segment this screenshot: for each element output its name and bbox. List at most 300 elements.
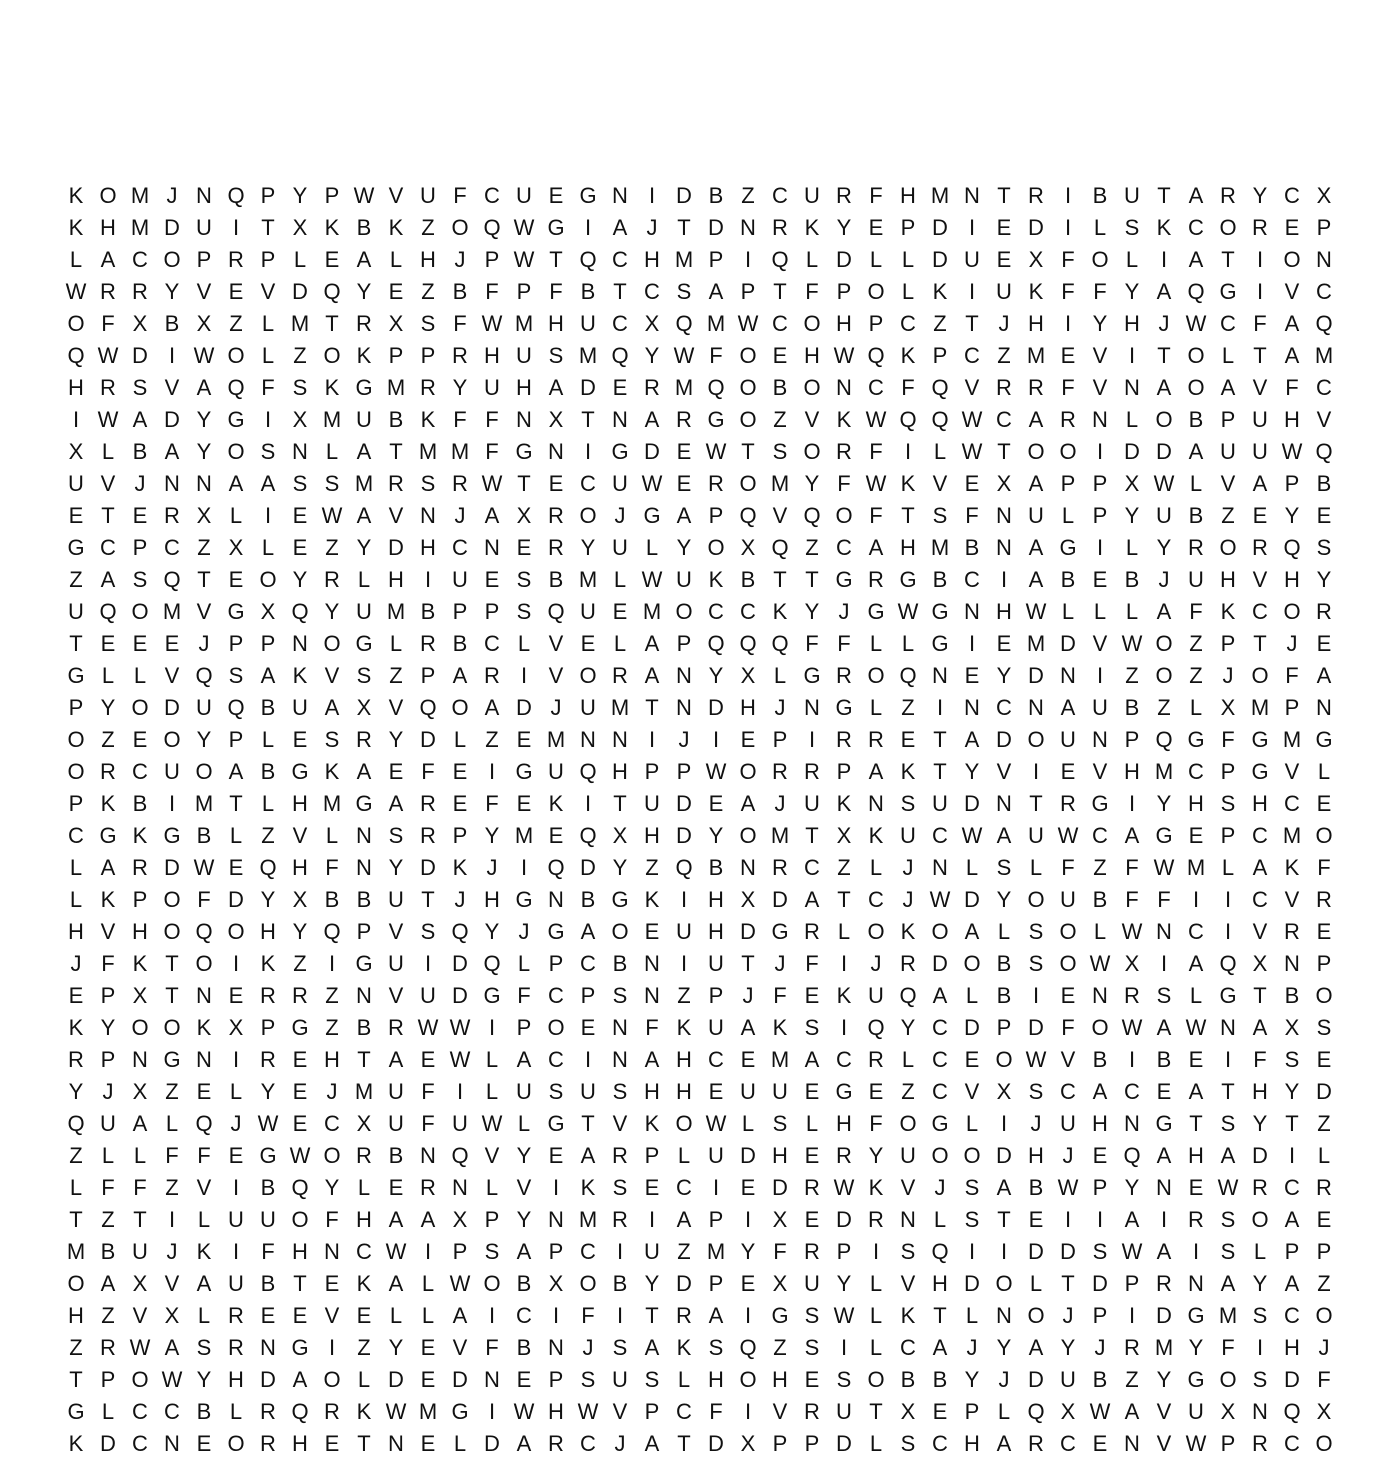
grid-letter[interactable]: G (611, 887, 629, 912)
grid-letter[interactable]: A (324, 695, 340, 720)
grid-letter[interactable]: I (1096, 535, 1104, 560)
grid-letter[interactable]: J (1030, 1111, 1042, 1136)
grid-letter[interactable]: Q (1315, 439, 1333, 464)
grid-letter[interactable]: A (996, 823, 1012, 848)
grid-letter[interactable]: T (1221, 1079, 1235, 1104)
grid-letter[interactable]: O (131, 1015, 149, 1040)
grid-letter[interactable]: R (676, 407, 692, 432)
grid-letter[interactable]: X (772, 1207, 788, 1232)
grid-letter[interactable]: U (804, 791, 820, 816)
grid-letter[interactable]: E (1316, 503, 1332, 528)
grid-letter[interactable]: B (1060, 567, 1076, 592)
grid-letter[interactable]: C (1252, 887, 1268, 912)
grid-letter[interactable]: L (389, 247, 403, 272)
grid-letter[interactable]: C (1220, 311, 1236, 336)
grid-letter[interactable]: O (963, 951, 981, 976)
grid-letter[interactable]: R (1124, 1335, 1140, 1360)
grid-letter[interactable]: S (1316, 535, 1332, 560)
grid-letter[interactable]: O (931, 919, 949, 944)
grid-letter[interactable]: E (388, 279, 404, 304)
grid-letter[interactable]: V (1220, 471, 1236, 496)
grid-letter[interactable]: E (292, 1047, 308, 1072)
grid-letter[interactable]: A (644, 631, 660, 656)
grid-letter[interactable]: A (996, 1431, 1012, 1456)
grid-letter[interactable]: B (1092, 1047, 1108, 1072)
grid-letter[interactable]: J (134, 471, 146, 496)
grid-letter[interactable]: X (292, 215, 308, 240)
grid-letter[interactable]: H (708, 919, 724, 944)
grid-letter[interactable]: N (1124, 375, 1140, 400)
grid-letter[interactable]: K (676, 1335, 692, 1360)
grid-letter[interactable]: D (1028, 1367, 1044, 1392)
grid-letter[interactable]: P (1220, 823, 1236, 848)
grid-letter[interactable]: L (453, 727, 467, 752)
grid-letter[interactable]: G (355, 375, 373, 400)
grid-letter[interactable]: A (1188, 439, 1204, 464)
grid-letter[interactable]: N (900, 1207, 916, 1232)
grid-letter[interactable]: H (772, 1367, 788, 1392)
grid-letter[interactable]: Q (1315, 311, 1333, 336)
grid-letter[interactable]: N (676, 663, 692, 688)
grid-letter[interactable]: E (292, 1111, 308, 1136)
grid-letter[interactable]: V (452, 1335, 468, 1360)
grid-letter[interactable]: W (865, 407, 887, 432)
grid-letter[interactable]: D (100, 1431, 116, 1456)
grid-letter[interactable]: B (452, 279, 468, 304)
grid-letter[interactable]: R (100, 1335, 116, 1360)
grid-letter[interactable]: G (1315, 727, 1333, 752)
grid-letter[interactable]: A (1156, 1239, 1172, 1264)
grid-letter[interactable]: R (804, 1399, 820, 1424)
grid-letter[interactable]: M (578, 567, 598, 592)
grid-letter[interactable]: O (1283, 599, 1301, 624)
grid-letter[interactable]: N (548, 439, 564, 464)
grid-letter[interactable]: L (1189, 471, 1203, 496)
grid-letter[interactable]: W (673, 343, 695, 368)
grid-letter[interactable]: F (709, 343, 723, 368)
grid-letter[interactable]: S (964, 1207, 980, 1232)
grid-letter[interactable]: F (1221, 1335, 1235, 1360)
grid-letter[interactable]: B (708, 855, 724, 880)
grid-letter[interactable]: I (744, 247, 752, 272)
grid-letter[interactable]: K (772, 1015, 788, 1040)
grid-letter[interactable]: N (548, 887, 564, 912)
grid-letter[interactable]: L (1317, 759, 1331, 784)
grid-letter[interactable]: U (836, 1399, 852, 1424)
grid-letter[interactable]: M (322, 791, 342, 816)
grid-letter[interactable]: S (772, 1111, 788, 1136)
grid-letter[interactable]: D (1028, 663, 1044, 688)
grid-letter[interactable]: D (740, 919, 756, 944)
grid-letter[interactable]: D (932, 951, 948, 976)
grid-letter[interactable]: I (1000, 567, 1008, 592)
grid-letter[interactable]: R (388, 1015, 404, 1040)
grid-letter[interactable]: N (612, 183, 628, 208)
grid-letter[interactable]: U (260, 1207, 276, 1232)
grid-letter[interactable]: D (676, 791, 692, 816)
grid-letter[interactable]: P (484, 1207, 500, 1232)
grid-letter[interactable]: Z (1189, 663, 1203, 688)
grid-letter[interactable]: M (386, 599, 406, 624)
grid-letter[interactable]: O (579, 663, 597, 688)
grid-letter[interactable]: U (1092, 695, 1108, 720)
grid-letter[interactable]: O (611, 919, 629, 944)
grid-letter[interactable]: I (72, 407, 80, 432)
grid-letter[interactable]: Z (1189, 631, 1203, 656)
grid-letter[interactable]: C (676, 1175, 692, 1200)
grid-letter[interactable]: W (417, 1015, 439, 1040)
grid-letter[interactable]: X (1028, 247, 1044, 272)
grid-letter[interactable]: M (514, 311, 534, 336)
grid-letter[interactable]: C (772, 311, 788, 336)
grid-letter[interactable]: Q (227, 183, 245, 208)
grid-letter[interactable]: K (900, 759, 916, 784)
grid-letter[interactable]: N (196, 983, 212, 1008)
grid-letter[interactable]: O (739, 823, 757, 848)
grid-letter[interactable]: B (1316, 471, 1332, 496)
grid-letter[interactable]: I (936, 695, 944, 720)
grid-letter[interactable]: S (836, 1367, 852, 1392)
grid-letter[interactable]: J (454, 887, 466, 912)
grid-letter[interactable]: G (835, 695, 853, 720)
grid-letter[interactable]: P (932, 343, 948, 368)
grid-letter[interactable]: V (324, 1303, 340, 1328)
grid-letter[interactable]: R (644, 375, 660, 400)
grid-letter[interactable]: C (1092, 823, 1108, 848)
grid-letter[interactable]: A (100, 247, 116, 272)
grid-letter[interactable]: K (900, 343, 916, 368)
grid-letter[interactable]: A (644, 1431, 660, 1456)
grid-letter[interactable]: P (132, 887, 148, 912)
grid-letter[interactable]: W (641, 471, 663, 496)
grid-letter[interactable]: O (995, 1047, 1013, 1072)
grid-letter[interactable]: X (996, 1079, 1012, 1104)
grid-letter[interactable]: S (260, 439, 276, 464)
grid-letter[interactable]: O (1027, 727, 1045, 752)
grid-letter[interactable]: Q (931, 407, 949, 432)
grid-letter[interactable]: Y (1124, 503, 1140, 528)
grid-letter[interactable]: F (261, 1239, 275, 1264)
grid-letter[interactable]: F (485, 791, 499, 816)
grid-letter[interactable]: X (740, 887, 756, 912)
grid-letter[interactable]: L (133, 1143, 147, 1168)
grid-letter[interactable]: X (228, 535, 244, 560)
grid-letter[interactable]: Z (1125, 663, 1139, 688)
grid-letter[interactable]: R (868, 1047, 884, 1072)
grid-letter[interactable]: Y (292, 183, 308, 208)
grid-letter[interactable]: I (1096, 439, 1104, 464)
grid-letter[interactable]: K (772, 599, 788, 624)
grid-letter[interactable]: D (1028, 215, 1044, 240)
grid-letter[interactable]: B (996, 983, 1012, 1008)
grid-letter[interactable]: L (1029, 855, 1043, 880)
grid-letter[interactable]: L (485, 1047, 499, 1072)
grid-letter[interactable]: P (68, 695, 84, 720)
grid-letter[interactable]: Z (1317, 1111, 1331, 1136)
grid-letter[interactable]: D (836, 1431, 852, 1456)
grid-letter[interactable]: B (516, 1335, 532, 1360)
grid-letter[interactable]: E (324, 1431, 340, 1456)
grid-letter[interactable]: Q (675, 855, 693, 880)
grid-letter[interactable]: J (774, 695, 786, 720)
grid-letter[interactable]: U (388, 1079, 404, 1104)
grid-letter[interactable]: X (772, 1271, 788, 1296)
grid-letter[interactable]: D (932, 215, 948, 240)
grid-letter[interactable]: P (484, 599, 500, 624)
grid-letter[interactable]: W (929, 887, 951, 912)
grid-letter[interactable]: R (772, 759, 788, 784)
grid-letter[interactable]: N (484, 535, 500, 560)
grid-letter[interactable]: I (744, 1207, 752, 1232)
grid-letter[interactable]: V (292, 823, 308, 848)
grid-letter[interactable]: E (388, 1175, 404, 1200)
grid-letter[interactable]: J (838, 599, 850, 624)
grid-letter[interactable]: J (934, 1175, 946, 1200)
grid-letter[interactable]: O (707, 535, 725, 560)
grid-letter[interactable]: Z (1221, 503, 1235, 528)
grid-letter[interactable]: R (388, 471, 404, 496)
grid-letter[interactable]: A (1284, 1207, 1300, 1232)
grid-letter[interactable]: X (228, 1015, 244, 1040)
grid-letter[interactable]: P (260, 631, 276, 656)
grid-letter[interactable]: F (1317, 1367, 1331, 1392)
grid-letter[interactable]: N (356, 823, 372, 848)
grid-letter[interactable]: Z (421, 215, 435, 240)
grid-letter[interactable]: F (325, 1207, 339, 1232)
grid-letter[interactable]: A (708, 279, 724, 304)
grid-letter[interactable]: Q (67, 343, 85, 368)
grid-letter[interactable]: D (1156, 439, 1172, 464)
grid-letter[interactable]: U (516, 1079, 532, 1104)
grid-letter[interactable]: Q (1283, 1399, 1301, 1424)
grid-letter[interactable]: E (548, 823, 564, 848)
grid-letter[interactable]: G (227, 407, 245, 432)
grid-letter[interactable]: Y (164, 279, 180, 304)
grid-letter[interactable]: F (1061, 855, 1075, 880)
grid-letter[interactable]: N (324, 1239, 340, 1264)
grid-letter[interactable]: Q (899, 407, 917, 432)
grid-letter[interactable]: Q (931, 375, 949, 400)
grid-letter[interactable]: S (1316, 1015, 1332, 1040)
grid-letter[interactable]: I (328, 1335, 336, 1360)
grid-letter[interactable]: G (99, 823, 117, 848)
grid-letter[interactable]: P (1284, 1239, 1300, 1264)
grid-letter[interactable]: I (712, 727, 720, 752)
grid-letter[interactable]: P (1092, 471, 1108, 496)
grid-letter[interactable]: L (485, 1175, 499, 1200)
grid-letter[interactable]: H (292, 791, 308, 816)
grid-letter[interactable]: L (229, 1399, 243, 1424)
grid-letter[interactable]: J (486, 855, 498, 880)
grid-letter[interactable]: F (101, 1175, 115, 1200)
grid-letter[interactable]: L (805, 247, 819, 272)
grid-letter[interactable]: I (232, 215, 240, 240)
grid-letter[interactable]: C (932, 1079, 948, 1104)
grid-letter[interactable]: L (1029, 1271, 1043, 1296)
grid-letter[interactable]: N (356, 855, 372, 880)
grid-letter[interactable]: K (900, 919, 916, 944)
grid-letter[interactable]: H (996, 599, 1012, 624)
grid-letter[interactable]: S (324, 727, 340, 752)
grid-letter[interactable]: P (836, 759, 852, 784)
grid-letter[interactable]: Y (196, 407, 212, 432)
grid-letter[interactable]: Q (771, 535, 789, 560)
grid-letter[interactable]: O (739, 1367, 757, 1392)
grid-letter[interactable]: H (548, 311, 564, 336)
grid-letter[interactable]: A (708, 1303, 724, 1328)
grid-letter[interactable]: J (1158, 567, 1170, 592)
grid-letter[interactable]: Y (1284, 1079, 1300, 1104)
grid-letter[interactable]: C (1252, 823, 1268, 848)
grid-letter[interactable]: N (612, 727, 628, 752)
grid-letter[interactable]: A (228, 471, 244, 496)
grid-letter[interactable]: V (964, 375, 980, 400)
grid-letter[interactable]: H (132, 919, 148, 944)
grid-letter[interactable]: I (968, 631, 976, 656)
grid-letter[interactable]: E (1316, 791, 1332, 816)
grid-letter[interactable]: O (1091, 247, 1109, 272)
grid-letter[interactable]: Y (324, 599, 340, 624)
grid-letter[interactable]: O (1155, 631, 1173, 656)
grid-letter[interactable]: A (1092, 1079, 1108, 1104)
grid-letter[interactable]: G (1187, 1303, 1205, 1328)
grid-letter[interactable]: Y (100, 695, 116, 720)
grid-letter[interactable]: V (1156, 1399, 1172, 1424)
grid-letter[interactable]: A (228, 759, 244, 784)
grid-letter[interactable]: H (964, 1431, 980, 1456)
grid-letter[interactable]: Q (419, 695, 437, 720)
grid-letter[interactable]: G (931, 599, 949, 624)
grid-letter[interactable]: U (1028, 823, 1044, 848)
grid-letter[interactable]: M (1282, 823, 1302, 848)
grid-letter[interactable]: B (1124, 567, 1140, 592)
grid-letter[interactable]: A (644, 407, 660, 432)
grid-letter[interactable]: S (1252, 1367, 1268, 1392)
grid-letter[interactable]: F (1221, 727, 1235, 752)
grid-letter[interactable]: Z (901, 695, 915, 720)
grid-letter[interactable]: Z (165, 1175, 179, 1200)
grid-letter[interactable]: I (1064, 215, 1072, 240)
grid-letter[interactable]: U (612, 535, 628, 560)
grid-letter[interactable]: C (580, 1239, 596, 1264)
grid-letter[interactable]: S (612, 1175, 628, 1200)
grid-letter[interactable]: Q (67, 1111, 85, 1136)
grid-letter[interactable]: R (868, 1207, 884, 1232)
grid-letter[interactable]: J (1158, 311, 1170, 336)
grid-letter[interactable]: Z (1093, 855, 1107, 880)
grid-letter[interactable]: L (1125, 407, 1139, 432)
grid-letter[interactable]: L (293, 247, 307, 272)
grid-letter[interactable]: E (964, 471, 980, 496)
grid-letter[interactable]: W (97, 407, 119, 432)
grid-letter[interactable]: L (357, 1367, 371, 1392)
grid-letter[interactable]: R (868, 567, 884, 592)
grid-letter[interactable]: R (228, 1335, 244, 1360)
grid-letter[interactable]: O (323, 343, 341, 368)
grid-letter[interactable]: O (1059, 919, 1077, 944)
grid-letter[interactable]: H (1284, 1335, 1300, 1360)
grid-letter[interactable]: E (996, 631, 1012, 656)
grid-letter[interactable]: J (1222, 663, 1234, 688)
grid-letter[interactable]: W (833, 1303, 855, 1328)
grid-letter[interactable]: F (1157, 887, 1171, 912)
grid-letter[interactable]: N (1092, 983, 1108, 1008)
grid-letter[interactable]: P (420, 343, 436, 368)
grid-letter[interactable]: J (998, 311, 1010, 336)
grid-letter[interactable]: D (420, 727, 436, 752)
grid-letter[interactable]: G (515, 439, 533, 464)
grid-letter[interactable]: L (645, 535, 659, 560)
grid-letter[interactable]: V (1156, 1431, 1172, 1456)
grid-letter[interactable]: Y (996, 663, 1012, 688)
grid-letter[interactable]: P (868, 311, 884, 336)
grid-letter[interactable]: U (484, 375, 500, 400)
grid-letter[interactable]: R (1316, 599, 1332, 624)
grid-letter[interactable]: A (452, 1303, 468, 1328)
grid-letter[interactable]: A (1124, 1207, 1140, 1232)
grid-letter[interactable]: Y (1156, 1367, 1172, 1392)
grid-letter[interactable]: N (164, 471, 180, 496)
grid-letter[interactable]: S (484, 1239, 500, 1264)
grid-letter[interactable]: N (740, 215, 756, 240)
grid-letter[interactable]: P (740, 279, 756, 304)
grid-letter[interactable]: Z (69, 567, 83, 592)
grid-letter[interactable]: U (1060, 1111, 1076, 1136)
grid-letter[interactable]: E (516, 727, 532, 752)
grid-letter[interactable]: A (580, 919, 596, 944)
grid-letter[interactable]: D (772, 1175, 788, 1200)
grid-letter[interactable]: O (483, 1271, 501, 1296)
grid-letter[interactable]: I (904, 439, 912, 464)
grid-letter[interactable]: Q (739, 503, 757, 528)
grid-letter[interactable]: Z (1157, 695, 1171, 720)
grid-letter[interactable]: C (484, 631, 500, 656)
grid-letter[interactable]: S (292, 471, 308, 496)
grid-letter[interactable]: D (132, 343, 148, 368)
grid-letter[interactable]: W (865, 471, 887, 496)
grid-letter[interactable]: A (260, 471, 276, 496)
grid-letter[interactable]: D (964, 1015, 980, 1040)
grid-letter[interactable]: K (324, 759, 340, 784)
grid-letter[interactable]: C (1284, 1431, 1300, 1456)
grid-letter[interactable]: W (1025, 1047, 1047, 1072)
grid-letter[interactable]: T (773, 279, 787, 304)
grid-letter[interactable]: X (1124, 951, 1140, 976)
grid-letter[interactable]: Y (644, 1271, 660, 1296)
grid-letter[interactable]: E (228, 1143, 244, 1168)
grid-letter[interactable]: V (1092, 631, 1108, 656)
grid-letter[interactable]: G (611, 439, 629, 464)
grid-letter[interactable]: N (1156, 1175, 1172, 1200)
grid-letter[interactable]: R (484, 663, 500, 688)
grid-letter[interactable]: I (1064, 1207, 1072, 1232)
grid-letter[interactable]: F (773, 1239, 787, 1264)
grid-letter[interactable]: P (1124, 727, 1140, 752)
grid-letter[interactable]: N (196, 471, 212, 496)
grid-letter[interactable]: C (900, 1335, 916, 1360)
grid-letter[interactable]: E (740, 727, 756, 752)
grid-letter[interactable]: O (579, 503, 597, 528)
grid-letter[interactable]: W (705, 1111, 727, 1136)
grid-letter[interactable]: Z (69, 1335, 83, 1360)
grid-letter[interactable]: C (132, 247, 148, 272)
grid-letter[interactable]: A (516, 1239, 532, 1264)
grid-letter[interactable]: B (1028, 1175, 1044, 1200)
grid-letter[interactable]: I (1256, 279, 1264, 304)
grid-letter[interactable]: V (484, 1143, 500, 1168)
grid-letter[interactable]: C (132, 1431, 148, 1456)
grid-letter[interactable]: C (1252, 599, 1268, 624)
